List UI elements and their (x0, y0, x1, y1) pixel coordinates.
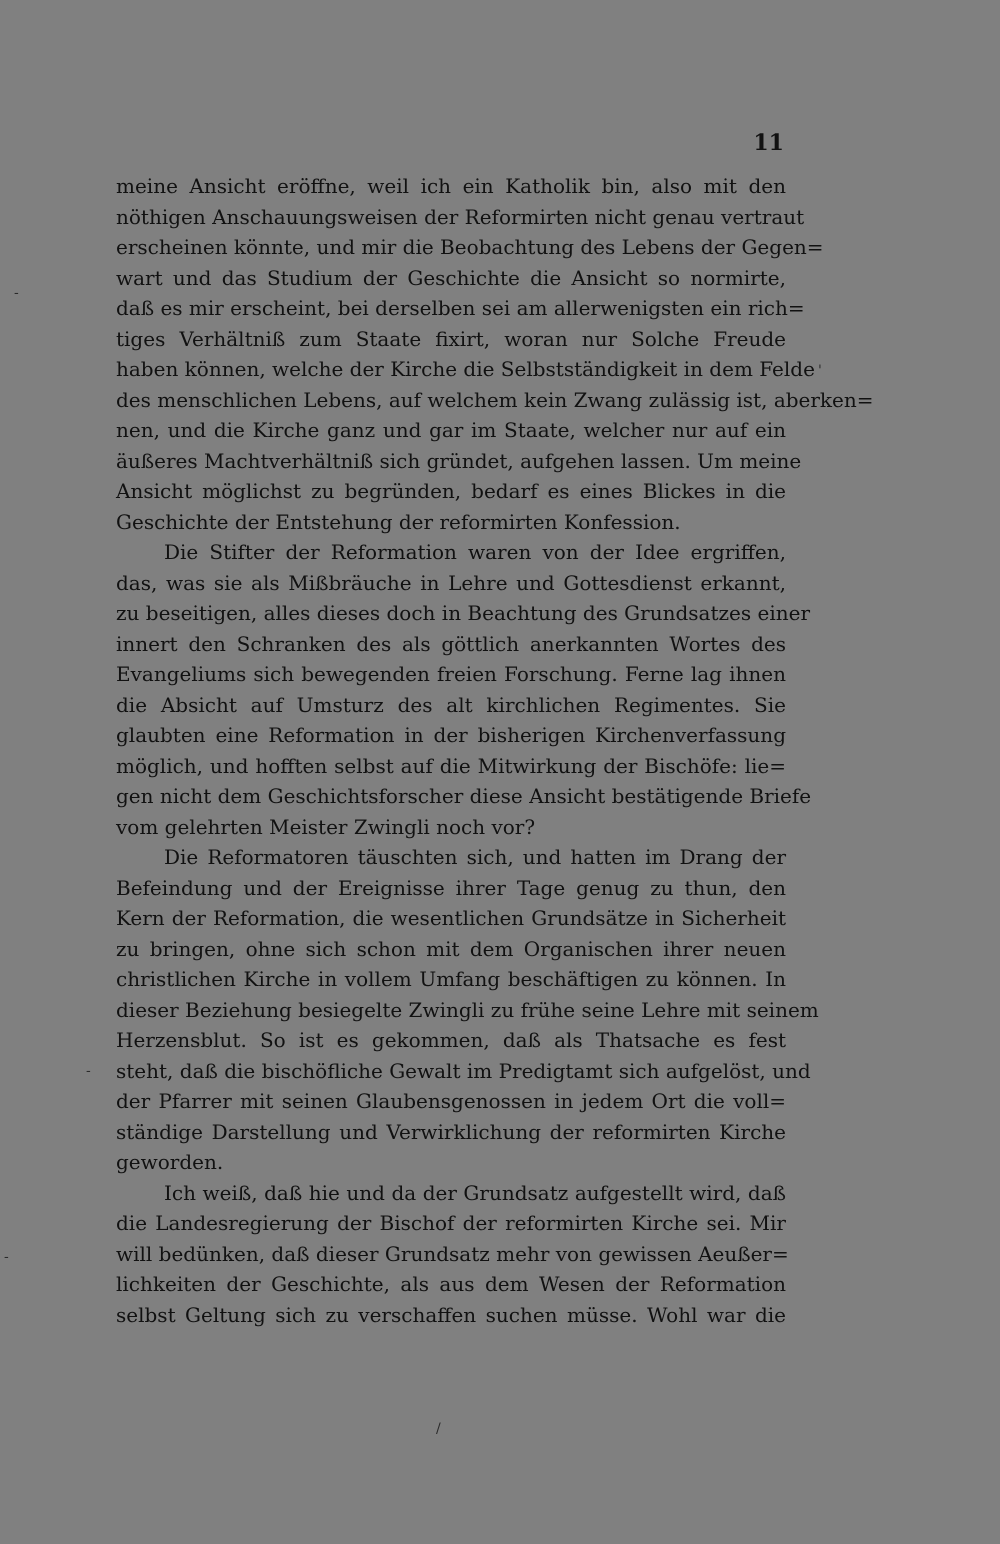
text-line: geworden. (116, 1150, 224, 1174)
text-line: Befeindung und der Ereignisse ihrer Tage genug zu thun, den (116, 875, 786, 900)
text-line: erscheinen könnte, und mir die Beobachtung des Lebens der Gegen= (116, 235, 824, 259)
text-line: steht, daß die bischöfliche Gewalt im Predigtamt sich aufgelöst, und (116, 1058, 811, 1083)
text-line: die Landesregierung der Bischof der reformirten Kirche sei. Mir (116, 1211, 786, 1235)
text-line: Evangeliums sich bewegenden freien Forschung. Ferne lag ihnen (116, 662, 786, 686)
scan-speck: ' (818, 363, 822, 379)
paragraph-3 (116, 842, 819, 1178)
text-line: möglich, und hofften selbst auf die Mitwirkung der Bischöfe: lie= (116, 753, 786, 778)
text-line: Herzensblut. So ist es gekommen, daß als Thatsache es fest (116, 1028, 786, 1052)
body-text (116, 171, 874, 1330)
text-line: Ich weiß, daß hie und da der Grundsatz aufgestellt wird, daß (164, 1180, 786, 1205)
text-line: selbst Geltung sich zu verschaffen suchen müsse. Wohl war die (116, 1302, 786, 1327)
text-line: tiges Verhältniß zum Staate fixirt, woran nur Solche Freude (116, 326, 786, 351)
text-line: Geschichte der Entstehung der reformirten Konfession. (116, 509, 681, 534)
scan-speck: - (14, 285, 19, 301)
text-line: nen, und die Kirche ganz und gar im Staate, welcher nur auf ein (116, 418, 786, 442)
text-line: meine Ansicht eröffne, weil ich ein Katholik bin, also mit den (116, 174, 786, 198)
text-line: zu bringen, ohne sich schon mit dem Organischen ihrer neuen (116, 936, 786, 961)
text-line: Kern der Reformation, die wesentlichen Grundsätze in Sicherheit (116, 906, 786, 930)
text-line: vom gelehrten Meister Zwingli noch vor? (116, 814, 536, 839)
scan-speck: - (4, 1249, 9, 1265)
text-line: daß es mir erscheint, bei derselben sei am allerwenigsten ein rich= (116, 296, 805, 320)
text-line: christlichen Kirche in vollem Umfang beschäftigen zu können. In (116, 967, 786, 991)
text-line: nöthigen Anschauungsweisen der Reformirten nicht genau vertraut (116, 204, 805, 229)
paragraph-4 (116, 1178, 789, 1331)
text-line: will bedünken, daß dieser Grundsatz mehr von gewissen Aeußer= (116, 1241, 789, 1266)
text-line: das, was sie als Mißbräuche in Lehre und Gottesdienst erkannt, (116, 570, 786, 595)
text-line: ständige Darstellung und Verwirklichung der reformirten Kirche (116, 1119, 786, 1144)
text-line: zu beseitigen, alles dieses doch in Beachtung des Grundsatzes einer (116, 601, 811, 625)
text-line: äußeres Machtverhältniß sich gründet, aufgehen lassen. Um meine (116, 448, 802, 473)
paragraph-1 (116, 171, 874, 537)
text-line: des menschlichen Lebens, auf welchem kein Zwang zulässig ist, aberken= (116, 387, 874, 412)
text-line: haben können, welche der Kirche die Selbstständigkeit in dem Felde (116, 357, 815, 381)
text-line: gen nicht dem Geschichtsforscher diese Ansicht bestätigende Briefe (116, 784, 812, 808)
text-line: die Absicht auf Umsturz des alt kirchlichen Regimentes. Sie (116, 692, 786, 717)
scan-speck: / (436, 1421, 441, 1437)
page-number: 11 (753, 130, 784, 156)
text-line: dieser Beziehung besiegelte Zwingli zu frühe seine Lehre mit seinem (116, 997, 819, 1022)
scan-speck: - (86, 1063, 91, 1079)
text-line: wart und das Studium der Geschichte die Ansicht so normirte, (116, 265, 786, 290)
text-line: lichkeiten der Geschichte, als aus dem Wesen der Reformation (116, 1272, 786, 1296)
text-line: Ansicht möglichst zu begründen, bedarf es eines Blickes in die (116, 479, 786, 503)
text-line: Die Stifter der Reformation waren von der Idee ergriffen, (164, 540, 786, 564)
text-line: Die Reformatoren täuschten sich, und hatten im Drang der (164, 845, 786, 869)
text-line: der Pfarrer mit seinen Glaubensgenossen in jedem Ort die voll= (116, 1089, 786, 1113)
paragraph-2 (116, 537, 812, 842)
text-line: glaubten eine Reformation in der bisherigen Kirchenverfassung (116, 723, 786, 747)
text-line: innert den Schranken des als göttlich anerkannten Wortes des (116, 631, 786, 656)
